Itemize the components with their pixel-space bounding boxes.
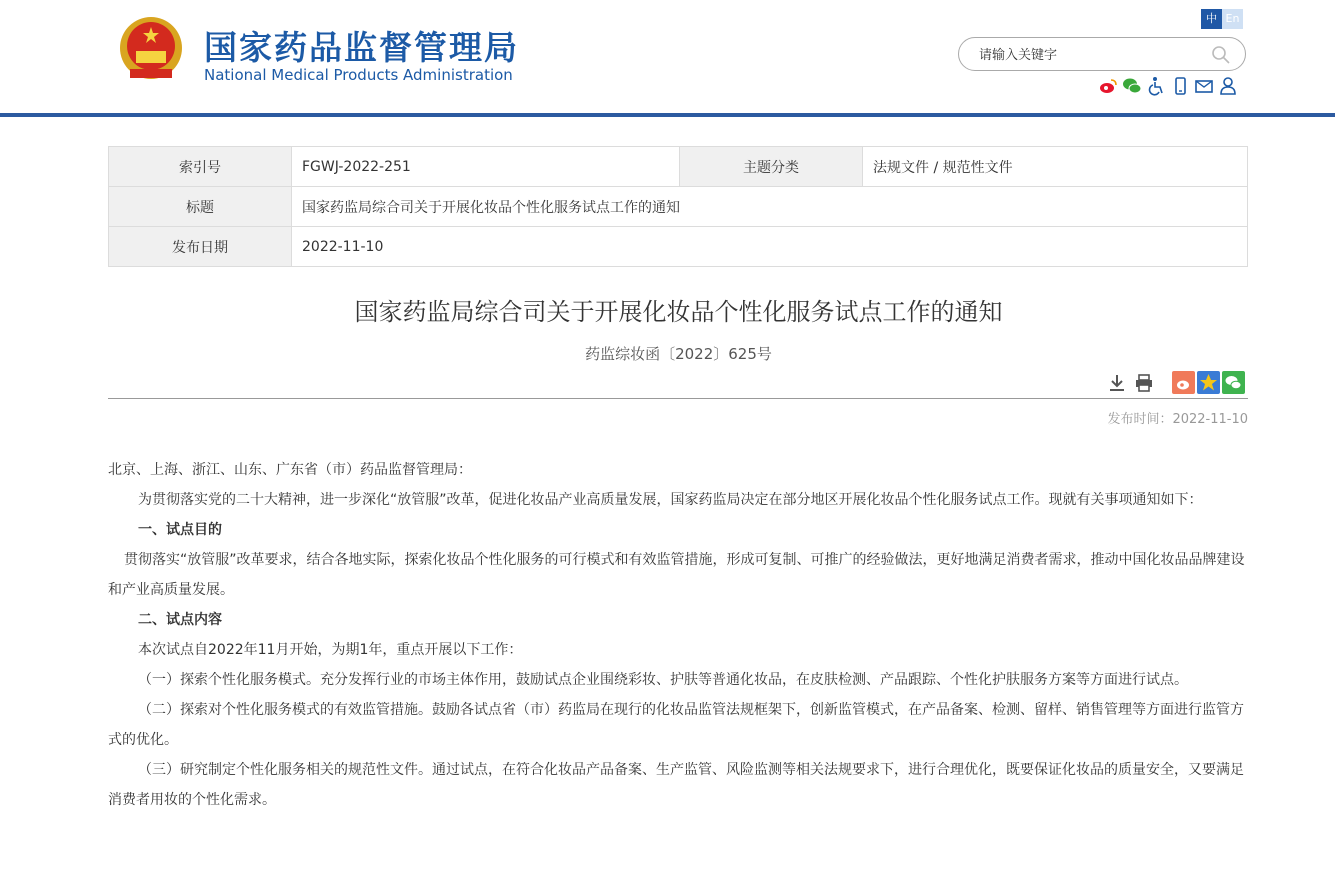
topic-category-label: 主题分类 — [680, 147, 863, 187]
article-tools — [1107, 373, 1154, 393]
accessibility-icon[interactable] — [1146, 76, 1166, 96]
search-input[interactable] — [977, 44, 1211, 66]
publish-time: 发布时间：2022-11-10 — [1107, 412, 1248, 427]
national-emblem-logo[interactable] — [118, 15, 184, 85]
body-paragraph: （一）探索个性化服务模式。充分发挥行业的市场主体作用，鼓励试点企业围绕彩妆、护肤等普通化妆品，在皮肤检测、产品跟踪、个性化护肤服务方案等方面进行试点。 — [138, 672, 1188, 688]
salutation: 北京、上海、浙江、山东、广东省（市）药品监督管理局： — [108, 462, 472, 478]
social-links — [1098, 76, 1238, 96]
table-row — [109, 187, 1248, 227]
intro-paragraph: 为贯彻落实党的二十大精神，进一步深化“放管服”改革，促进化妆品产业高质量发展，国家药监局决定在部分地区开展化妆品个性化服务试点工作。现就有关事项通知如下： — [138, 492, 1203, 508]
user-icon[interactable] — [1218, 76, 1238, 96]
publish-date-label: 发布日期 — [109, 227, 292, 267]
table-row — [109, 227, 1248, 267]
body-paragraph: 本次试点自2022年11月开始，为期1年，重点开展以下工作： — [138, 642, 523, 658]
lang-english-button[interactable]: En — [1222, 9, 1243, 29]
share-buttons — [1172, 371, 1245, 394]
table-row — [109, 147, 1248, 187]
document-number: 药监综妆函〔2022〕625号 — [585, 345, 772, 363]
body-paragraph: （二）探索对个性化服务模式的有效监管措施。鼓励各试点省（市）药监局在现行的化妆品监管法规框架下，创新监管模式，在产品备案、检测、留样、销售管理等方面进行监管方式的优化。 — [108, 702, 1244, 748]
topic-category-value: 法规文件 / 规范性文件 — [863, 147, 1248, 187]
title-label: 标题 — [109, 187, 292, 227]
site-title-cn[interactable]: 国家药品监督管理局 — [204, 28, 519, 67]
lang-chinese-button[interactable]: 中 — [1201, 9, 1222, 29]
download-icon[interactable] — [1107, 373, 1127, 393]
mobile-icon[interactable] — [1170, 76, 1190, 96]
section-heading: 二、试点内容 — [138, 612, 222, 628]
wechat-icon[interactable] — [1122, 76, 1142, 96]
header-divider-bar — [0, 113, 1335, 117]
title-value: 国家药监局综合司关于开展化妆品个性化服务试点工作的通知 — [292, 187, 1248, 227]
index-number-label: 索引号 — [109, 147, 292, 187]
site-title-en[interactable]: National Medical Products Administration — [204, 66, 513, 84]
search-box — [958, 37, 1246, 71]
print-icon[interactable] — [1134, 373, 1154, 393]
article-divider — [108, 398, 1248, 399]
share-wechat-icon[interactable] — [1222, 371, 1245, 394]
article-body — [108, 455, 1248, 815]
article-title: 国家药监局综合司关于开展化妆品个性化服务试点工作的通知 — [354, 298, 1003, 326]
site-header — [0, 0, 1335, 113]
body-paragraph: （三）研究制定个性化服务相关的规范性文件。通过试点，在符合化妆品产品备案、生产监管、风险监测等相关法规要求下，进行合理优化，既要保证化妆品的质量安全，又要满足消费者用妆的个性化需求。 — [108, 762, 1244, 808]
body-paragraph: 贯彻落实“放管服”改革要求，结合各地实际，探索化妆品个性化服务的可行模式和有效监管措施，形成可复制、可推广的经验做法，更好地满足消费者需求，推动中国化妆品品牌建设和产业高质量发展。 — [108, 552, 1245, 598]
mail-icon[interactable] — [1194, 76, 1214, 96]
share-favorite-icon[interactable] — [1197, 371, 1220, 394]
section-heading: 一、试点目的 — [138, 522, 222, 538]
document-info-table — [108, 146, 1248, 267]
language-switch — [1201, 9, 1243, 29]
index-number-value: FGWJ-2022-251 — [292, 147, 680, 187]
search-icon[interactable] — [1211, 45, 1231, 65]
share-weibo-icon[interactable] — [1172, 371, 1195, 394]
publish-date-value: 2022-11-10 — [292, 227, 1248, 267]
weibo-icon[interactable] — [1098, 76, 1118, 96]
